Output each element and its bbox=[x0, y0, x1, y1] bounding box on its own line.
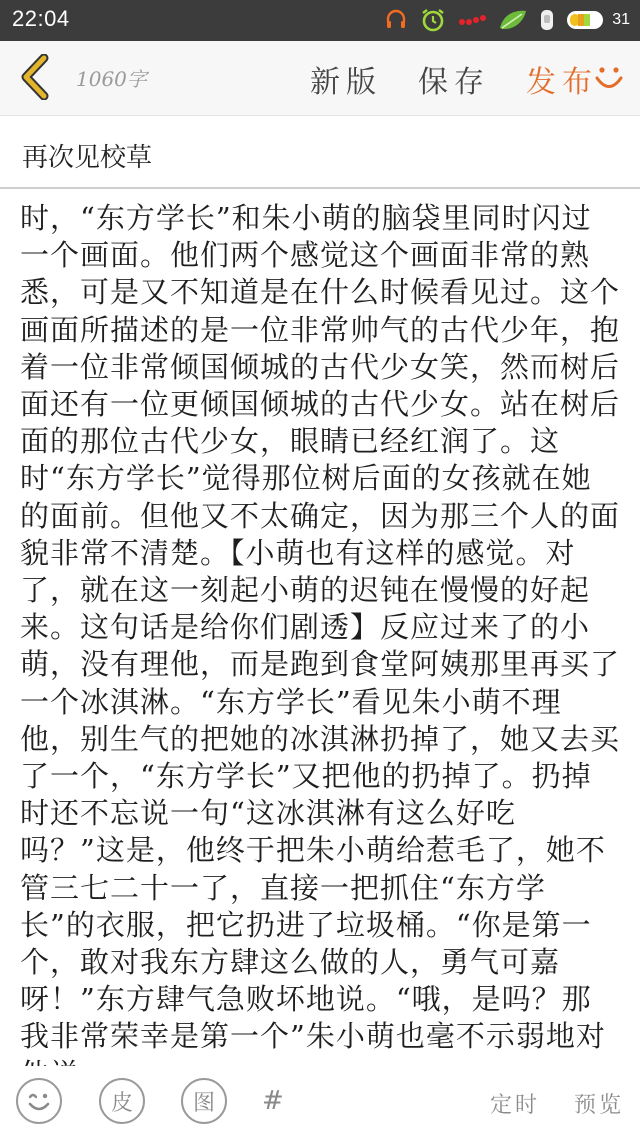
word-count: 1060字 bbox=[76, 67, 147, 91]
smile-face-icon bbox=[24, 1086, 54, 1116]
skin-label: 皮 bbox=[110, 1090, 133, 1116]
publish-button[interactable]: 发布 bbox=[526, 65, 598, 100]
publish-smile-icon[interactable] bbox=[594, 63, 624, 93]
leaf-icon bbox=[498, 8, 528, 32]
back-button[interactable] bbox=[14, 51, 54, 103]
bottom-toolbar bbox=[0, 1066, 640, 1138]
editor-toolbar bbox=[0, 41, 640, 116]
image-label: 图 bbox=[192, 1090, 215, 1116]
title-field[interactable] bbox=[0, 117, 640, 189]
sim-icon bbox=[540, 9, 554, 31]
chevron-left-icon bbox=[18, 54, 50, 100]
status-icons bbox=[384, 4, 630, 36]
signal-dots-icon bbox=[458, 14, 486, 26]
post-title[interactable]: 再次见校草 bbox=[22, 143, 153, 173]
body-editor[interactable] bbox=[0, 190, 640, 1054]
status-bar bbox=[0, 0, 640, 41]
preview-button[interactable]: 预览 bbox=[574, 1093, 625, 1118]
battery-icon bbox=[566, 9, 606, 31]
battery-level: 31 bbox=[612, 11, 630, 28]
new-version-button[interactable]: 新版 bbox=[310, 65, 382, 100]
headset-icon bbox=[384, 8, 408, 32]
schedule-button[interactable]: 定时 bbox=[490, 1093, 541, 1118]
skin-button[interactable] bbox=[99, 1078, 145, 1124]
save-button[interactable]: 保存 bbox=[418, 65, 490, 100]
emoji-button[interactable] bbox=[16, 1078, 62, 1124]
post-body[interactable]: 时，“东方学长”和朱小萌的脑袋里同时闪过一个画面。他们两个感觉这个画面非常的熟悉，可是又不知道是在什么时候看见过。这个画面所描述的是一位非常帅气的古代少年，抱着一位非常倾国倾城的古代少女笑，然而树后面还有一位更倾国倾城的古代少女。站在树后面的那位古代少女，眼睛已经红润了。这时“东方学长”觉得那位树后面的女孩就在她的面前。但他又不太确定，因为那三个人的面貌非常不清楚。【小萌也有这样的感觉。对了，就在这一刻起小萌的迟钝在慢慢的好起来。这句话是给你们剧透】反应过来了的小萌，没有理他，而是跑到食堂阿姨那里再买了一个冰淇淋。“东方学长”看见朱小萌不理他，别生气的把她的冰淇淋扔掉了，她又去买了一个，“东方学长”又把他的扔掉了。扔掉时还不忘说一句“这冰淇淋有这么好吃吗？”这是，他终于把朱小萌给惹毛了，她不管三七二十一了，直接一把抓住“东方学长”的衣服，把它扔进了垃圾桶。“你是第一个，敢对我东方肆这么做的人，勇气可嘉呀！”东方肆气急败坏地说。“哦，是吗？那我非常荣幸是第一个”朱小萌也毫不示弱地对 bbox=[20, 201, 621, 1054]
hashtag-button[interactable]: # bbox=[262, 1086, 284, 1116]
image-button[interactable] bbox=[181, 1078, 227, 1124]
status-time: 22:04 bbox=[12, 6, 70, 31]
alarm-icon bbox=[420, 7, 446, 33]
